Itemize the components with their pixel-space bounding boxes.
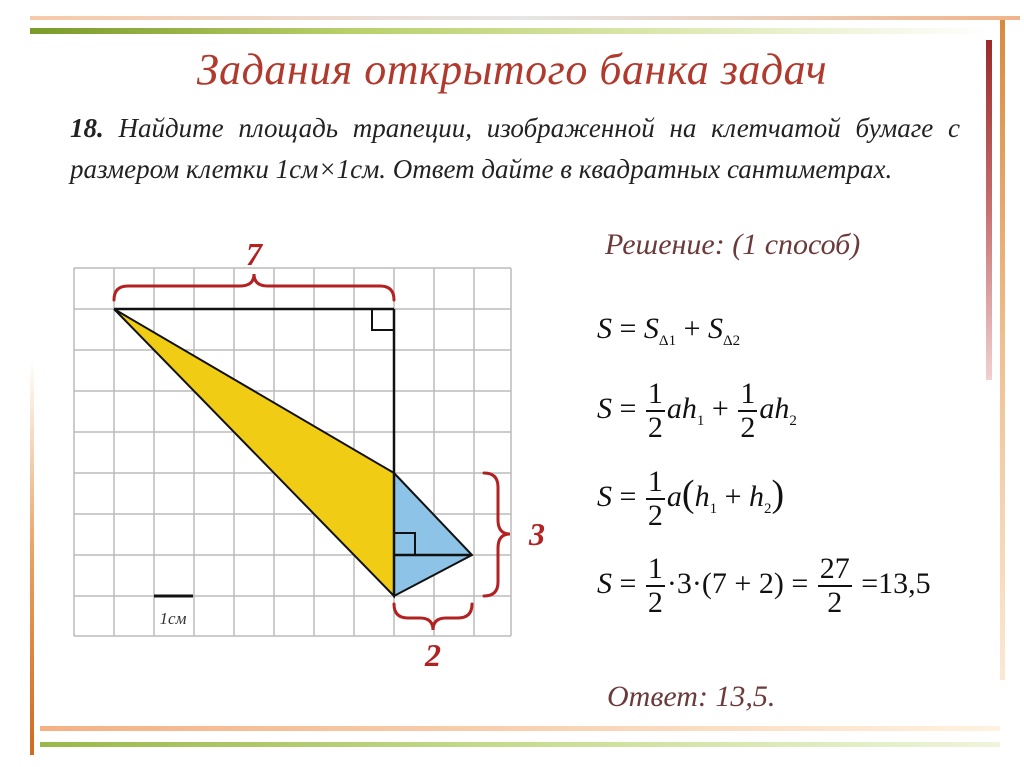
blue-triangle [394,473,472,596]
label-right-3: 3 [529,516,545,552]
answer-text: Ответ: 13,5. [607,680,776,713]
formula-4: S = $\frac{1}{2}$ ·3·(7 + 2) = $\frac{27}{2}$ =13,5 [597,552,931,619]
yellow-triangle [114,309,394,596]
formula-1: $S = S_{\Delta 1} + S_{\Delta 2}$ [597,312,741,349]
problem-text: Найдите площадь трапеции, изображенной на клетчатой бумаге с размером клетки 1см×1см. Ответ дайте в квадратных сантиметрах. [70,113,960,184]
formula-3: S = $\frac{1}{2}$ $a(h_1 + h_2)$ [597,465,785,532]
scale-label: 1см [159,609,187,628]
label-bottom-2: 2 [425,637,441,673]
label-top-7: 7 [246,236,262,272]
problem-number: 18. [70,113,104,143]
page-title: Задания открытого банка задач [196,45,828,94]
formula-2: S = $\frac{1}{2}$ $ah_1$ + $\frac{1}{2}$ $ah_2$ [597,377,797,444]
solution-label: Решение: (1 способ) [605,228,861,261]
